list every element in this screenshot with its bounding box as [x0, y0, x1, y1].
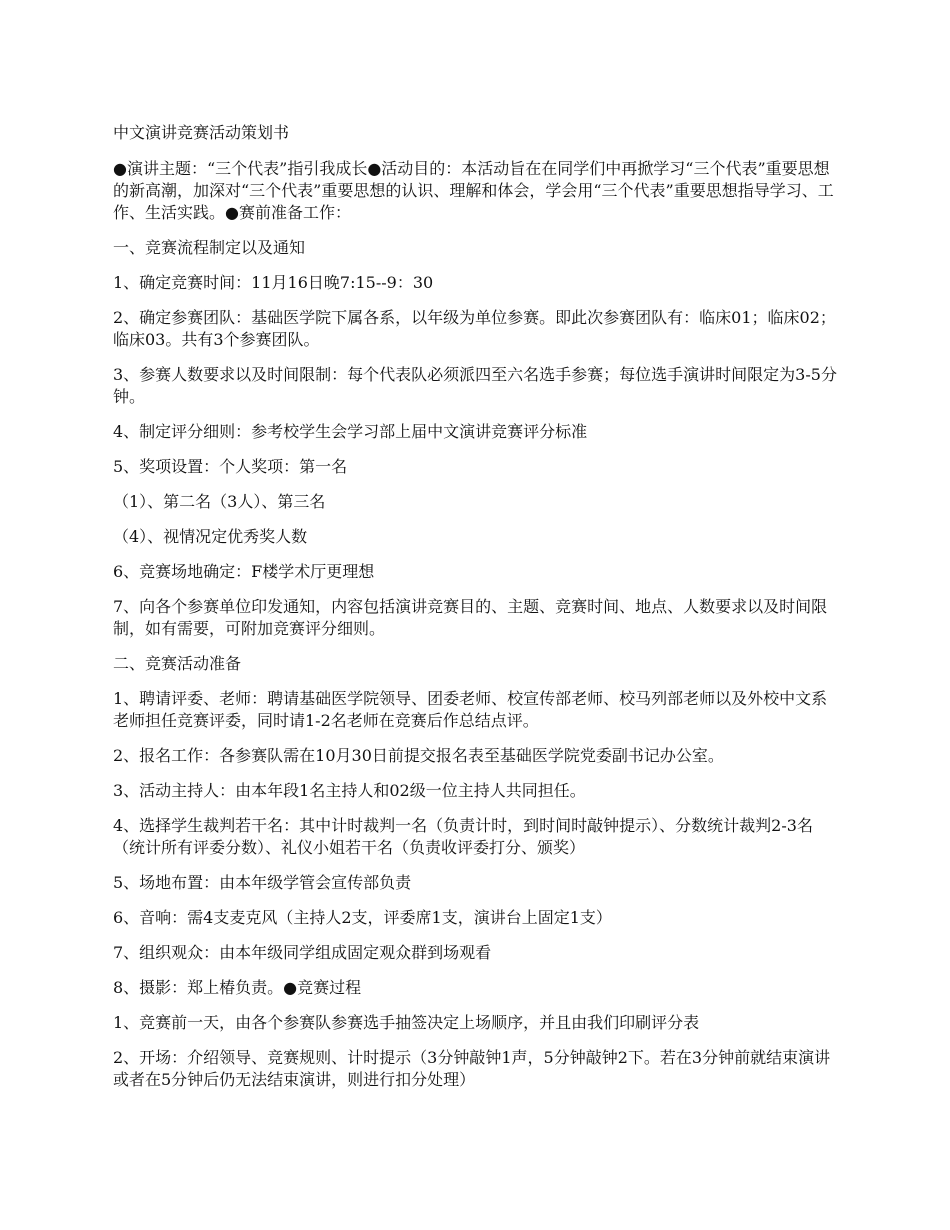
paragraph-intro: ●演讲主题：“三个代表”指引我成长●活动目的：本活动旨在在同学们中再掀学习“三个代表”重要思想的新高潮，加深对“三个代表”重要思想的认识、理解和体会，学会用“三个代表”重要思想指导学习、工作、生活实践。●赛前准备工作： [113, 159, 834, 222]
paragraph: 7、组织观众：由本年级同学组成固定观众群到场观看 [113, 943, 492, 962]
paragraph: 6、竞赛场地确定：F楼学术厅更理想 [113, 562, 375, 581]
paragraph: 2、开场：介绍领导、竞赛规则、计时提示（3分钟敲钟1声，5分钟敲钟2下。若在3分钟前就结束演讲或者在5分钟后仍无法结束演讲，则进行扣分处理） [113, 1048, 831, 1089]
section-heading-2: 二、竞赛活动准备 [113, 654, 242, 673]
paragraph: 4、制定评分细则：参考校学生会学习部上届中文演讲竞赛评分标准 [113, 422, 588, 441]
paragraph: 1、竞赛前一天，由各个参赛队参赛选手抽签决定上场顺序，并且由我们印刷评分表 [113, 1013, 700, 1032]
paragraph: 8、摄影：郑上椿负责。●竞赛过程 [113, 978, 362, 997]
paragraph: （4）、视情况定优秀奖人数 [113, 527, 308, 546]
paragraph: 2、报名工作：各参赛队需在10月30日前提交报名表至基础医学院党委副书记办公室。 [113, 746, 724, 765]
document-page [113, 122, 843, 1104]
paragraph: 5、奖项设置：个人奖项：第一名 [113, 457, 348, 476]
paragraph: 7、向各个参赛单位印发通知，内容包括演讲竞赛目的、主题、竞赛时间、地点、人数要求以及时间限制，如有需要，可附加竞赛评分细则。 [113, 597, 828, 638]
document-title: 中文演讲竞赛活动策划书 [113, 123, 290, 142]
paragraph: 4、选择学生裁判若干名：其中计时裁判一名（负责计时，到时间时敲钟提示）、分数统计裁判2-3名（统计所有评委分数）、礼仪小姐若干名（负责收评委打分、颁奖） [113, 816, 813, 857]
paragraph: 3、参赛人数要求以及时间限制：每个代表队必须派四至六名选手参赛；每位选手演讲时间限定为3-5分钟。 [113, 365, 837, 406]
section-heading-1: 一、竞赛流程制定以及通知 [113, 238, 306, 257]
paragraph: 1、聘请评委、老师：聘请基础医学院领导、团委老师、校宣传部老师、校马列部老师以及外校中文系老师担任竞赛评委，同时请1-2名老师在竞赛后作总结点评。 [113, 689, 828, 730]
paragraph: 5、场地布置：由本年级学管会宣传部负责 [113, 873, 412, 892]
paragraph: （1）、第二名（3人）、第三名 [113, 492, 326, 511]
paragraph: 3、活动主持人：由本年段1名主持人和02级一位主持人共同担任。 [113, 781, 586, 800]
paragraph: 6、音响：需4支麦克风（主持人2支，评委席1支，演讲台上固定1支） [113, 908, 612, 927]
paragraph: 1、确定竞赛时间：11月16日晚7:15--9：30 [113, 273, 434, 292]
paragraph: 2、确定参赛团队：基础医学院下属各系，以年级为单位参赛。即此次参赛团队有：临床01；临床02；临床03。共有3个参赛团队。 [113, 308, 836, 349]
